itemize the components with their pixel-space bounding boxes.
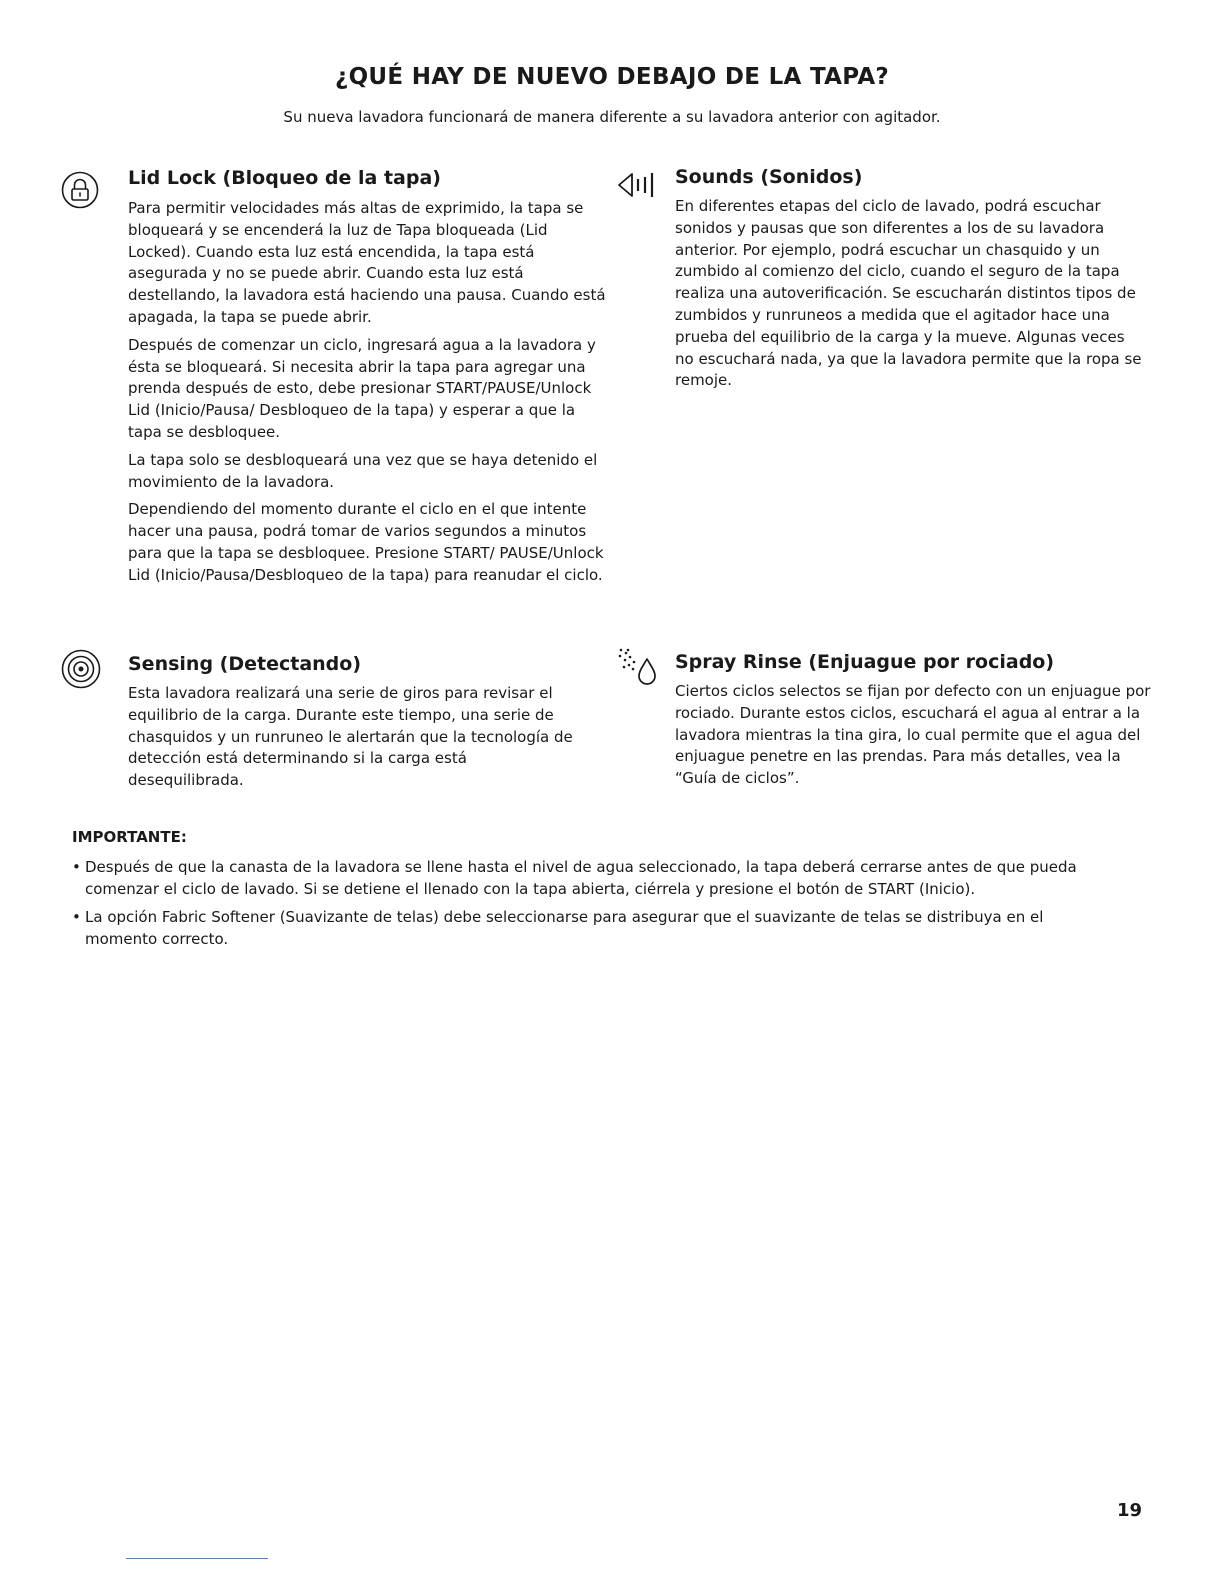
- page-title: ¿QUÉ HAY DE NUEVO DEBAJO DE LA TAPA?: [334, 64, 890, 90]
- section-body-sensing: [128, 683, 578, 798]
- section-body-spray-rinse: [675, 681, 1155, 796]
- section-title-sounds: Sounds (Sonidos): [675, 166, 863, 188]
- speaker-icon: [616, 168, 660, 206]
- paragraph: La tapa solo se desbloqueará una vez que se haya detenido el movimiento de la lavadora.: [128, 450, 598, 491]
- paragraph: En diferentes etapas del ciclo de lavado, podrá escuchar sonidos y pausas que son diferentes a los de su lavadora anterior. Por ejemplo, podrá escuchar un chasquido y un zumbido al comienzo del ciclo, cuando el seguro de la tapa realiza una autoverificación. Se escucharán distintos tipos de zumbidos y runruneos a medida que el agitador hace una prueba del equilibrio de la carga y la mueve. Algunas veces no escuchará nada, ya que la lavadora permite que la ropa se remoje.: [675, 197, 1142, 390]
- section-body-sounds: [675, 196, 1145, 398]
- section-title-spray-rinse: Spray Rinse (Enjuague por rociado): [675, 651, 1055, 673]
- page-subtitle: Su nueva lavadora funcionará de manera diferente a su lavadora anterior con agitador.: [283, 108, 941, 126]
- bullet: •: [72, 908, 81, 926]
- page-number: 19: [1116, 1500, 1142, 1521]
- lock-icon: [60, 170, 100, 214]
- important-notes-list: [72, 856, 1092, 956]
- note-text: La opción Fabric Softener (Suavizante de telas) debe seleccionarse para asegurar que el suavizante de telas se distribuya en el momento correcto.: [85, 908, 1044, 948]
- note-text: Después de que la canasta de la lavadora se llene hasta el nivel de agua seleccionado, la tapa deberá cerrarse antes de que pueda comenzar el ciclo de lavado. Si se detiene el llenado con la tapa abierta, ciérrela y presione el botón de START (Inicio).: [85, 858, 1077, 898]
- paragraph: Dependiendo del momento durante el ciclo en el que intente hacer una pausa, podrá tomar de varios segundos a minutos para que la tapa se desbloquee. Presione START/ PAUSE/Unlock Lid (Inicio/Pausa/Desbloqueo de la tapa) para reanudar el ciclo.: [128, 500, 604, 584]
- sensing-icon: [60, 648, 102, 694]
- section-body-lid-lock: [128, 198, 608, 593]
- important-heading: IMPORTANTE:: [72, 828, 187, 846]
- footer-rule: [126, 1558, 268, 1559]
- section-title-sensing: Sensing (Detectando): [128, 653, 362, 675]
- list-item: [72, 856, 1092, 900]
- paragraph: Esta lavadora realizará una serie de giros para revisar el equilibrio de la carga. Durante este tiempo, una serie de chasquidos y un runruneo le alertarán que la tecnología de detección está determinando si la carga está desequilibrada.: [128, 684, 573, 790]
- bullet: •: [72, 858, 81, 876]
- paragraph: Ciertos ciclos selectos se fijan por defecto con un enjuague por rociado. Durante estos ciclos, escuchará el agua al entrar a la lavadora mientras la tina gira, lo cual permite que el agua del enjuague penetre en las prendas. Para más detalles, vea la “Guía de ciclos”.: [675, 682, 1151, 788]
- paragraph: Después de comenzar un ciclo, ingresará agua a la lavadora y ésta se bloqueará. Si necesita abrir la tapa para agregar una prenda después de esto, debe presionar START/PAUSE/Unlock Lid (Inicio/Pausa/ Desbloqueo de la tapa) y esperar a que la tapa se desbloquee.: [128, 335, 596, 441]
- paragraph: Para permitir velocidades más altas de exprimido, la tapa se bloqueará y se encenderá la luz de Tapa bloqueada (Lid Locked). Cuando esta luz está encendida, la tapa está asegurada y no se puede abrir. Cuando esta luz está destellando, la lavadora está haciendo una pausa. Cuando está apagada, la tapa se puede abrir.: [128, 199, 606, 326]
- spray-drop-icon: [616, 646, 662, 692]
- list-item: [72, 906, 1092, 950]
- section-title-lid-lock: Lid Lock (Bloqueo de la tapa): [128, 167, 441, 189]
